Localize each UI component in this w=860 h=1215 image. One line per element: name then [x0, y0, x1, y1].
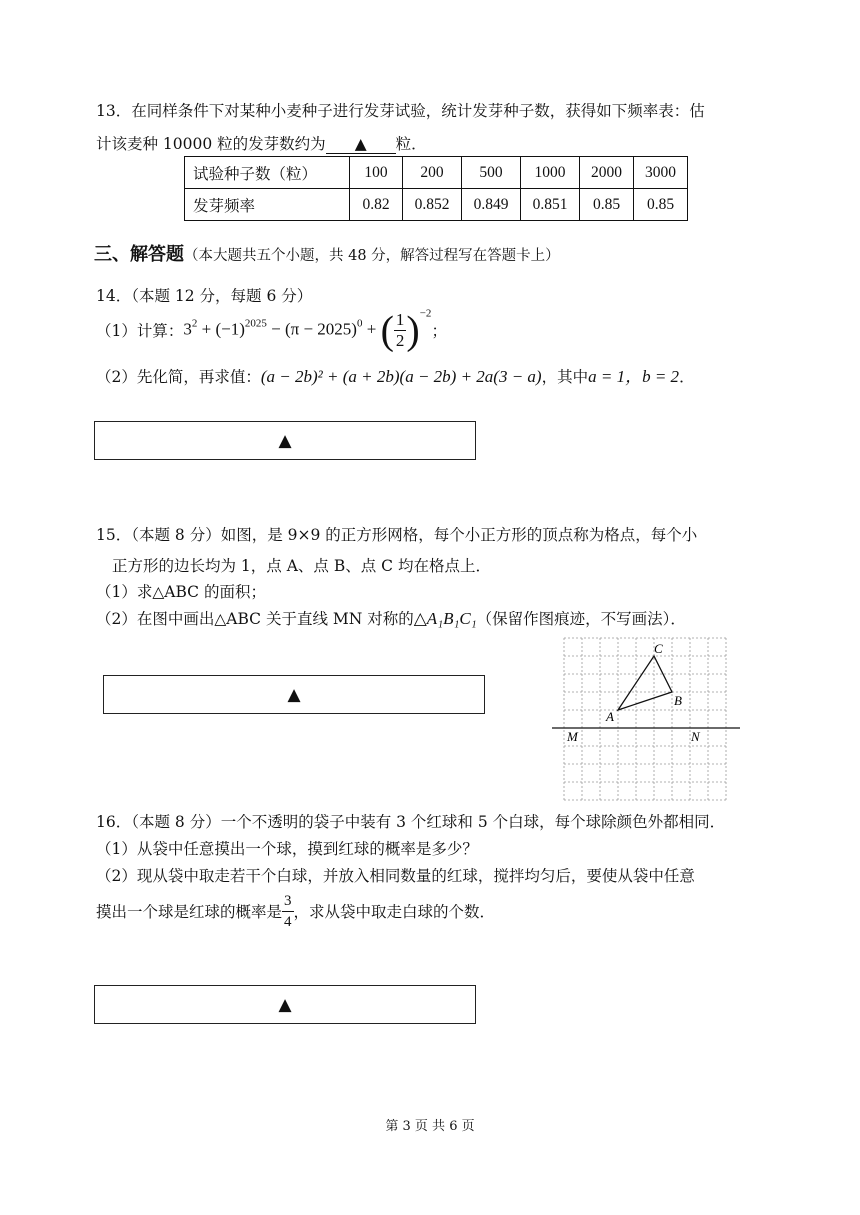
point-a-label: A: [606, 709, 614, 724]
q15-part2-suffix: （保留作图痕迹，不写画法）．: [476, 610, 686, 628]
q16-line1: 16．（本题 8 分）一个不透明的袋子中装有 3 个红球和 5 个白球，每个球除颜色外都相同．: [96, 813, 726, 831]
q15-grid-figure: [548, 632, 743, 804]
q16-part2-prefix: 摸出一个球是红球的概率是: [96, 903, 283, 921]
table-cell: 2000: [580, 157, 634, 189]
q13-line2: [96, 132, 427, 154]
table-cell: 0.849: [462, 189, 521, 221]
triangle-abc: [618, 656, 672, 710]
table-cell: 500: [462, 157, 521, 189]
fraction-numerator: 1: [395, 309, 405, 329]
section-3-heading: [94, 240, 560, 266]
q14-part1-expression: $3^2 + (-1)^{2025} - (\pi - 2025)^0$ + ( $\frac{1}{2}$ )$^{-2}$: [183, 306, 432, 352]
section-3-title: 三、解答题: [94, 244, 184, 265]
q14-part1: [96, 306, 447, 352]
table-cell: 0.851: [521, 189, 580, 221]
table-cell: 0.85: [580, 189, 634, 221]
exponent: 2025: [244, 316, 267, 329]
fraction-numerator: 3: [282, 891, 294, 912]
table-cell: 200: [403, 157, 462, 189]
q16-part2-line2: [96, 888, 495, 934]
q15-part2-target: △A₁B₁C₁: [413, 609, 477, 628]
q16-part1: （1）从袋中任意摸出一个球，摸到红球的概率是多少？: [96, 840, 478, 858]
table-row: [185, 189, 688, 221]
q13-line2-prefix: 计该麦种 10000 粒的发芽数约为: [96, 135, 326, 153]
table-cell: 0.852: [403, 189, 462, 221]
q13-line1: 13．在同样条件下对某种小麦种子进行发芽试验，统计发芽种子数，获得如下频率表：估: [96, 102, 705, 120]
q14-part1-end: ；: [431, 322, 447, 340]
expr-term: 3: [183, 318, 192, 338]
q16-part2-suffix: ，求从袋中取走白球的个数．: [293, 903, 496, 921]
q13-frequency-table: [184, 156, 688, 221]
expr-term: + (−1): [197, 318, 245, 338]
table-header-cell: 试验种子数（粒）: [185, 157, 350, 189]
q13-line2-suffix: 粒．: [395, 135, 427, 153]
answer-marker: ▲: [278, 430, 292, 451]
q16-answer-box[interactable]: [94, 985, 476, 1024]
q13-answer-blank[interactable]: ▲: [326, 135, 396, 154]
q16-part2-line1: （2）现从袋中取走若干个白球，并放入相同数量的红球，搅拌均匀后，要使从袋中任意: [96, 867, 695, 885]
fraction-denominator: 4: [284, 913, 292, 930]
q14-part2-mid: ，其中: [541, 368, 589, 386]
q14-part2-end: ．: [679, 368, 695, 386]
q14-answer-box[interactable]: [94, 421, 476, 460]
table-cell: 3000: [634, 157, 688, 189]
table-cell: 0.85: [634, 189, 688, 221]
table-header-cell: 发芽频率: [185, 189, 350, 221]
fraction: [394, 310, 407, 351]
grid-lines: [564, 638, 726, 800]
q15-part1: （1）求△ABC 的面积；: [96, 583, 266, 601]
table-row: [185, 157, 688, 189]
table-cell: 1000: [521, 157, 580, 189]
table-cell: 100: [350, 157, 403, 189]
table-cell: 0.82: [350, 189, 403, 221]
q14-part2-condition: a = 1，b = 2: [588, 367, 680, 386]
q15-part2: [96, 607, 686, 629]
expr-term: +: [362, 318, 381, 338]
q14-part2: [96, 362, 695, 387]
point-n-label: N: [691, 729, 700, 744]
exponent: 0: [356, 316, 363, 329]
q15-line2: 正方形的边长均为 1，点 A、点 B、点 C 均在格点上．: [112, 557, 491, 575]
point-m-label: M: [567, 729, 578, 744]
exponent: −2: [419, 306, 432, 319]
section-3-note: （本大题共五个小题，共 48 分，解答过程写在答题卡上）: [184, 248, 560, 264]
q14-part1-prefix: （1）计算：: [96, 322, 184, 340]
answer-marker: ▲: [278, 994, 292, 1015]
q15-line1: 15．（本题 8 分）如图，是 9×9 的正方形网格，每个小正方形的顶点称为格点，每个小: [96, 526, 698, 544]
fraction-denominator: 2: [395, 330, 405, 350]
q14-part2-prefix: （2）先化简，再求值：: [96, 368, 261, 386]
point-c-label: C: [654, 641, 663, 656]
expr-term: − (π − 2025): [266, 318, 357, 338]
fraction: [282, 891, 294, 932]
q15-part2-prefix: （2）在图中画出△ABC 关于直线 MN 对称的: [96, 610, 414, 628]
point-b-label: B: [674, 693, 682, 708]
q14-header: 14．（本题 12 分，每题 6 分）: [96, 287, 313, 305]
exponent: 2: [191, 316, 198, 329]
page-footer: 第 3 页 共 6 页: [385, 1119, 475, 1134]
answer-marker: ▲: [287, 684, 301, 705]
q14-part2-expression: (a − 2b)² + (a + 2b)(a − 2b) + 2a(3 − a): [260, 367, 542, 386]
q15-answer-box[interactable]: [103, 675, 485, 714]
